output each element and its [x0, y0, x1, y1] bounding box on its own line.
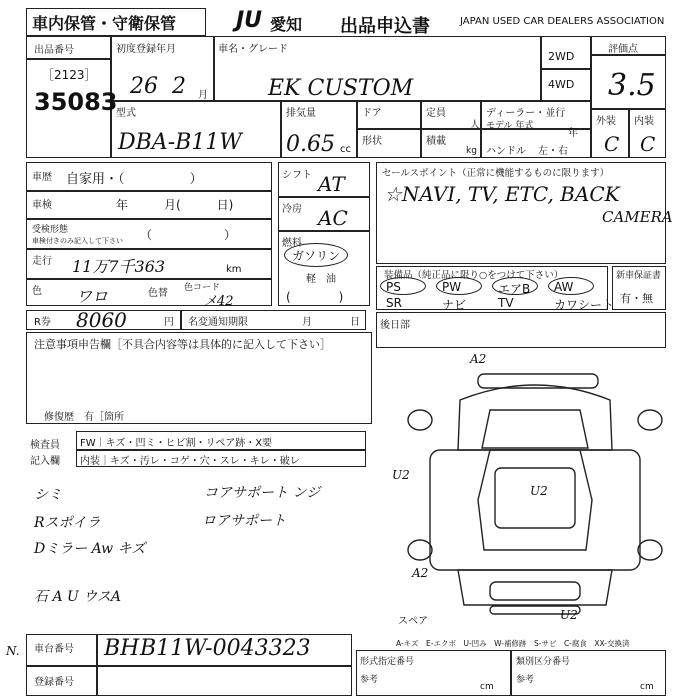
- history-label: 車歴: [32, 172, 52, 183]
- equipment-item-row1-1: PW: [442, 280, 462, 294]
- reg-year: 26: [130, 74, 158, 99]
- equipment-item-row2-3: カワシート: [554, 298, 615, 312]
- note-4: 石 A U ウスA: [34, 589, 121, 605]
- legend: A-キズ E-エクボ U-凹み W-補修跡 S-サビ C-腐食 XX-交換済: [396, 639, 630, 648]
- first-reg-label: 初度登録年月: [116, 44, 176, 55]
- storage-label: 車内保管・守衛保管: [32, 14, 177, 33]
- handle-label: ハンドル: [486, 146, 526, 157]
- person-unit: 人: [470, 120, 480, 131]
- receipt-value: （ ）: [140, 228, 237, 242]
- rear-box: [376, 312, 666, 348]
- exterior-value: C: [604, 132, 620, 156]
- selling-points-label: セールスポイント（正常に機能するものに限ります）: [382, 168, 610, 179]
- chassis-value: B11W-0043323: [140, 636, 311, 661]
- ref-label-1: 参考: [360, 675, 379, 685]
- car-name-label: 車名・グレード: [218, 44, 288, 55]
- shaken-value: 年 月( 日): [116, 198, 234, 212]
- receipt-label: 受検形態: [32, 225, 69, 235]
- fuel-label: 燃料: [282, 238, 302, 249]
- shaken-label: 車検: [32, 200, 52, 211]
- rating-label: 評価点: [608, 44, 638, 55]
- mark-a2-bottom: A2: [412, 566, 429, 580]
- interior-value: C: [640, 132, 656, 156]
- equipment-item-row1-2: エアB: [498, 282, 531, 296]
- 4wd-label: 4WD: [548, 78, 575, 91]
- yen-unit: 円: [164, 317, 174, 328]
- notes-label: 注意事項申告欄［不具合内容等は具体的に記入して下さい］: [34, 338, 331, 351]
- cc-unit: cc: [340, 144, 351, 155]
- equipment-item-row1-0: PS: [386, 280, 401, 294]
- equipment-item-row2-1: ナビ: [442, 298, 467, 312]
- chassis-prefix: BH: [104, 636, 140, 661]
- equipment-label: 装備品（純正品に限り○をつけて下さい）: [384, 270, 564, 281]
- color-change-label: 色替: [148, 288, 168, 299]
- capacity-label: 定員: [426, 108, 446, 119]
- load-label: 積載: [426, 136, 446, 147]
- exterior-label: 外装: [596, 116, 616, 127]
- equipment-circle-3: [548, 277, 594, 295]
- org-name: 愛知: [270, 15, 303, 34]
- reg-month: 2: [172, 74, 186, 99]
- mark-a2-top: A2: [470, 352, 487, 366]
- shape-label: 形状: [362, 136, 382, 147]
- spare-label: スペア: [398, 616, 428, 627]
- recycle-label: R券: [34, 317, 51, 328]
- year-unit: 年: [568, 128, 578, 139]
- km-unit: km: [226, 264, 242, 275]
- cm-unit-2: cm: [640, 682, 654, 692]
- displacement-label: 排気量: [286, 108, 316, 119]
- color-value: ワロ: [76, 287, 109, 306]
- note-6: ロアサポート: [202, 513, 286, 529]
- cm-unit-1: cm: [480, 682, 494, 692]
- fuel-diesel: 軽 油: [306, 274, 336, 285]
- selling-point-2: CAMERA: [602, 208, 673, 226]
- interior-label: 内装: [634, 116, 654, 127]
- shift-value: AT: [318, 172, 345, 196]
- repair-label: 修復歴 有［箇所: [44, 412, 124, 423]
- inspector-label: 検査員: [30, 440, 60, 451]
- mark-u2-left: U2: [392, 468, 410, 482]
- model-label: 型式: [116, 108, 136, 119]
- color-label: 色: [32, 286, 42, 297]
- lot-code: ［2123］: [42, 68, 97, 82]
- dealer-label: ディーラー・並行: [486, 108, 566, 119]
- entry-label: 記入欄: [30, 456, 60, 467]
- form-code-label: 形式指定番号: [360, 657, 415, 667]
- equipment-circle-0: [380, 277, 426, 295]
- name-change-month: 月: [302, 317, 312, 328]
- chassis-label: 車台番号: [34, 644, 74, 655]
- rating-value: 3.5: [608, 68, 656, 103]
- ac-label: 冷房: [282, 204, 302, 215]
- ac-value: AC: [318, 206, 348, 230]
- selling-point-1: ☆NAVI, TV, ETC, BACK: [384, 182, 620, 206]
- mileage-value: 11万7千363: [72, 257, 166, 276]
- form-subtitle: JAPAN USED CAR DEALERS ASSOCIATION: [460, 16, 665, 27]
- model-year-label: モデル 年式: [486, 121, 534, 131]
- mark-u2-right: U2: [560, 608, 578, 622]
- type-code-label: 類別区分番号: [516, 657, 571, 667]
- mileage-label: 走行: [32, 256, 52, 267]
- reg-no-label: 登録番号: [34, 677, 74, 688]
- fuel-paren: ( ): [286, 290, 344, 304]
- car-name-value: EK CUSTOM: [268, 76, 414, 101]
- equipment-item-row2-2: TV: [498, 296, 514, 310]
- lot-no-label: 出品番号: [34, 45, 74, 56]
- reg-month-unit: 月: [198, 90, 208, 101]
- equipment-circle-2: [492, 277, 538, 295]
- ju-logo: JU: [236, 8, 263, 33]
- equipment-item-row2-0: SR: [386, 296, 402, 310]
- kg-unit: kg: [466, 146, 477, 156]
- fuel-value: ガソリン: [292, 249, 341, 263]
- mark-u2-center: U2: [530, 484, 548, 498]
- model-value: DBA-B11W: [118, 130, 242, 155]
- equipment-circle-1: [436, 277, 482, 295]
- handle-lr: 左・右: [538, 146, 568, 157]
- warranty-yesno: 有・無: [620, 292, 653, 305]
- rear-label: 後日部: [380, 320, 410, 331]
- mark-n: N.: [6, 644, 20, 658]
- ref-label-2: 参考: [516, 675, 535, 685]
- name-change-label: 名変通知期限: [188, 317, 248, 328]
- color-code-label: 色コード: [184, 283, 221, 293]
- lot-number: 35083: [34, 88, 118, 116]
- name-change-day: 日: [350, 317, 360, 328]
- receipt-sub: 車検付きのみ記入して下さい: [32, 237, 123, 245]
- note-3: Dミラー Aw キズ: [34, 541, 146, 557]
- form-title: 出品申込書: [340, 16, 430, 37]
- note-1: シミ: [34, 487, 62, 503]
- new-warranty-label: 新車保証書: [616, 271, 662, 281]
- int-row: 内装｜キズ・汚レ・コゲ・穴・スレ・キレ・破レ: [80, 456, 300, 467]
- note-2: Rスポイラ: [34, 515, 101, 531]
- door-label: ドア: [362, 108, 382, 119]
- displacement-value: 0.65: [286, 132, 335, 157]
- equipment-item-row1-3: AW: [554, 280, 574, 294]
- recycle-value: 8060: [76, 308, 127, 332]
- history-value: 自家用・（ ）: [66, 172, 203, 187]
- fw-row: FW｜キズ・凹ミ・ヒビ割・リペア跡・X要: [80, 438, 273, 449]
- 2wd-label: 2WD: [548, 50, 575, 63]
- shift-label: シフト: [282, 170, 312, 181]
- note-5: コアサポート ンジ: [204, 485, 321, 501]
- color-code-value: メ42: [204, 294, 234, 309]
